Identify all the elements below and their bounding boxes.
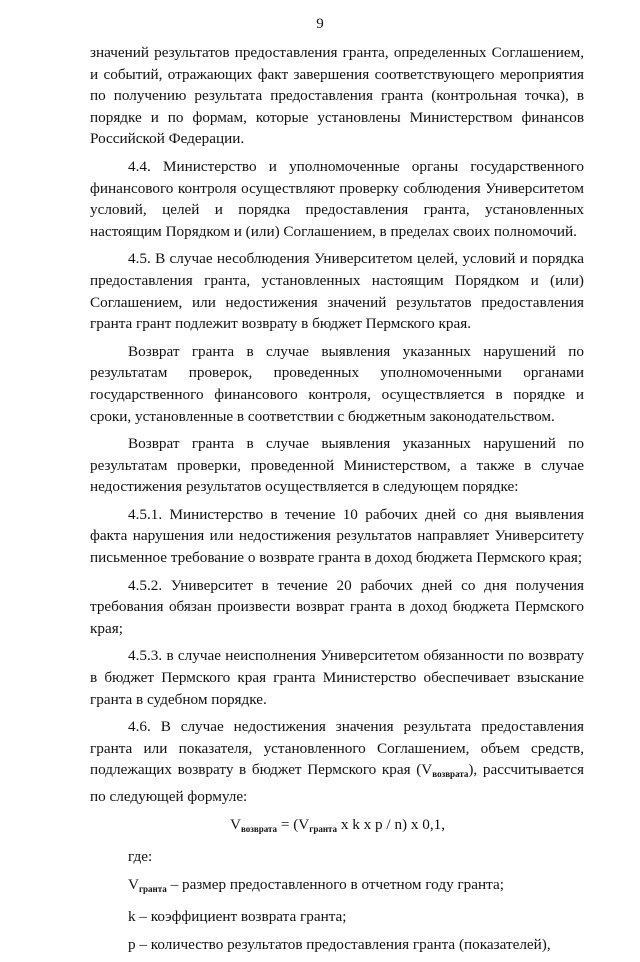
paragraph-4-6 <box>90 716 584 807</box>
formula-rest: x k x p / n) x 0,1, <box>337 815 446 833</box>
return-formula <box>90 814 584 841</box>
paragraph-return-checks: Возврат гранта в случае выявления указанных нарушений по результатам проверок, проведенных уполномоченными органами государственного финансового контроля, осуществляется в порядке и сроки, установленные в соответствии с бюджетным законодательством. <box>90 342 584 425</box>
formula-sub-granta: гранта <box>309 823 338 834</box>
definition-p: p – количество результатов предоставления гранта (показателей), <box>128 935 551 953</box>
where-label: где: <box>128 848 153 866</box>
paragraph-4-6-before: 4.6. В случае недостижения значения результата предоставления гранта или показателя, установленного Соглашением, объем средств, подлежащих возврату в бюджет Пермского края (V <box>90 718 584 779</box>
def-sub-granta: гранта <box>138 883 167 894</box>
paragraph-4-5-1: 4.5.1. Министерство в течение 10 рабочих дней со дня выявления факта нарушения или недостижения результатов направляет Университету письменное требование о возврате гранта в доход бюджета Пермского края; <box>90 505 584 567</box>
paragraph-4-5-2: 4.5.2. Университет в течение 20 рабочих дней со дня получения требования обязан произвести возврат гранта в доход бюджета Пермского края; <box>90 576 584 637</box>
paragraph-return-ministry: Возврат гранта в случае выявления указанных нарушений по результатам проверки, проведенной Министерством, а также в случае недостижения результатов осуществляется в следующем порядке: <box>90 435 584 496</box>
definition-k: k – коэффициент возврата гранта; <box>128 908 347 926</box>
def-symbol-v: V <box>128 875 139 893</box>
document-body <box>90 42 584 962</box>
formula-eq: = (V <box>277 815 310 833</box>
paragraph-4-6-after: ), рассчитывается по следующей формуле: <box>90 761 584 805</box>
paragraph-continuation: значений результатов предоставления гранта, определенных Соглашением, и событий, отражающих факт завершения соответствующего мероприятия по получению результата предоставления гранта (контрольная точка), в порядке и по формам, которые установлены Министерством финансов Российской Федерации. <box>90 44 584 148</box>
def-text-v: – размер предоставленного в отчетном году гранта; <box>166 875 504 893</box>
paragraph-4-5-3: 4.5.3. в случае неисполнения Университетом обязанности по возврату в бюджет Пермского края гранта Министерство обеспечивает взыскание гранта в судебном порядке. <box>90 647 584 708</box>
page-number: 9 <box>316 16 324 32</box>
definition-v-granta <box>90 874 584 901</box>
formula-sub-vozvrata: возврата <box>240 823 278 834</box>
paragraph-4-5: 4.5. В случае несоблюдения Университетом целей, условий и порядка предоставления гранта, установленных настоящим Порядком и (или) Соглашением, или недостижения значений результатов предоставления гранта грант подлежит возврату в бюджет Пермского края. <box>90 250 584 333</box>
formula-v: V <box>230 815 241 833</box>
paragraph-4-4: 4.4. Министерство и уполномоченные органы государственного финансового контроля осуществляют проверку соблюдения Университетом условий, целей и порядка предоставления гранта, установленных настоящим Порядком и (или) Соглашением, в пределах своих полномочий. <box>90 157 584 240</box>
subscript-vozvrata: возврата <box>432 769 469 780</box>
